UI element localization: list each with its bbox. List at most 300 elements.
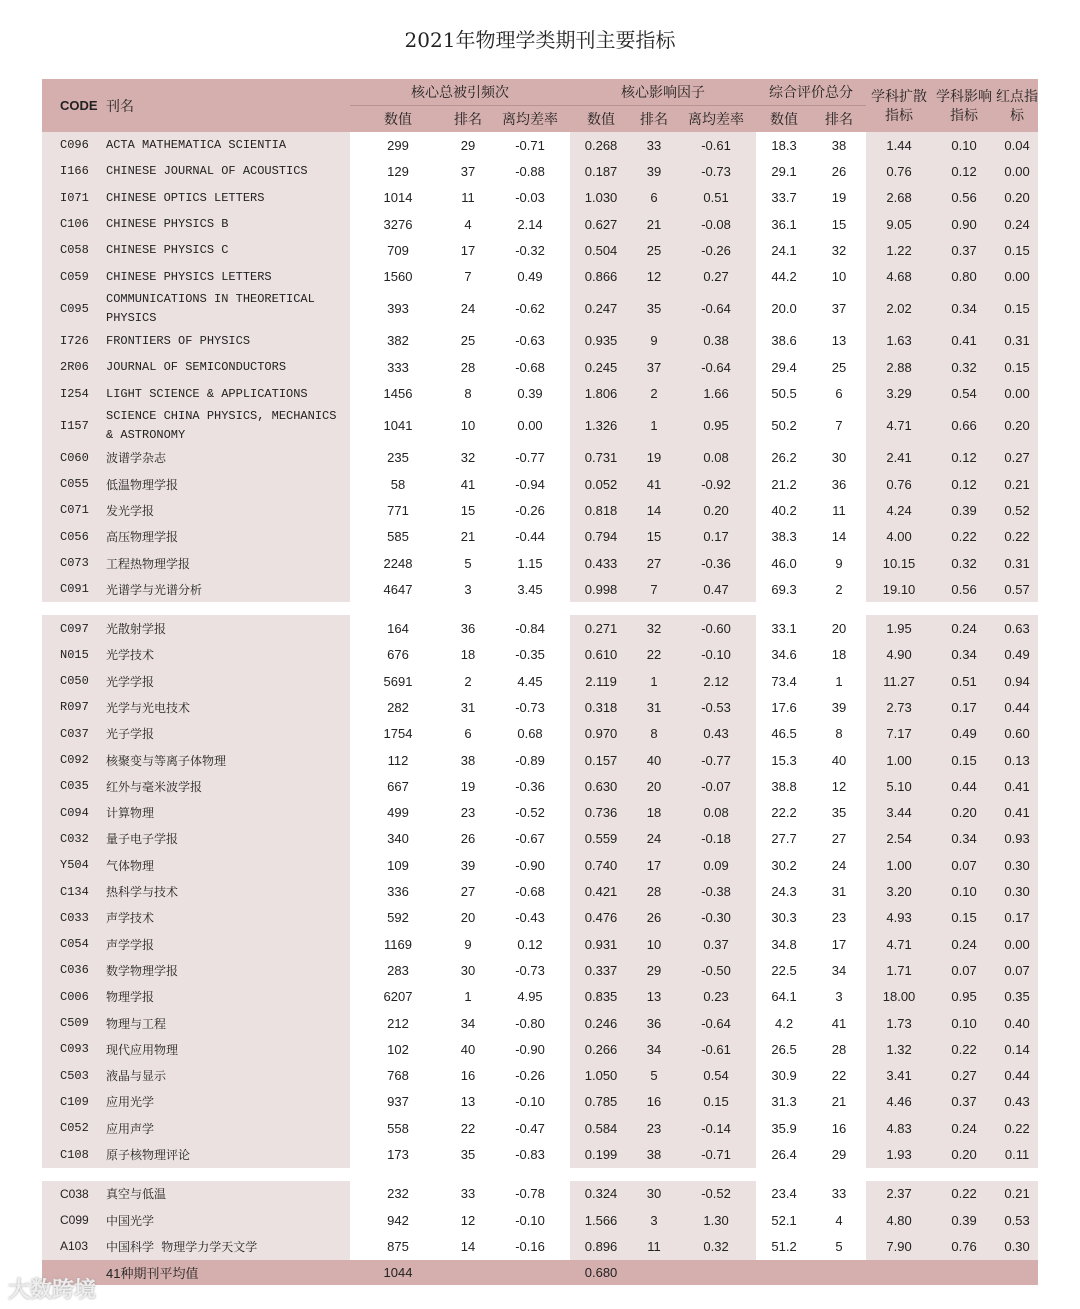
cell-cite-value: 393	[350, 290, 446, 328]
average-cite: 1044	[350, 1260, 446, 1285]
cell-if-rank: 32	[632, 615, 676, 641]
cell-cite-value: 102	[350, 1036, 446, 1062]
cell-score-value: 21.2	[756, 471, 812, 497]
cell-score-rank: 5	[812, 1233, 866, 1259]
cell-score-value: 4.2	[756, 1010, 812, 1036]
cell-score-value: 38.8	[756, 773, 812, 799]
cell-cite-dev: -0.52	[490, 800, 570, 826]
cell-score-value: 30.3	[756, 905, 812, 931]
cell-code: C006	[42, 984, 106, 1010]
cell-if-rank: 15	[632, 524, 676, 550]
cell-score-value: 26.2	[756, 445, 812, 471]
header-value: 数值	[350, 106, 446, 133]
cell-hot: 0.30	[996, 1233, 1038, 1259]
cell-diffusion: 2.41	[866, 445, 932, 471]
cell-influence: 0.34	[932, 290, 996, 328]
cell-if-dev: -0.52	[676, 1181, 756, 1207]
cell-diffusion: 1.93	[866, 1141, 932, 1167]
cell-cite-value: 58	[350, 471, 446, 497]
cell-cite-rank: 19	[446, 773, 490, 799]
cell-diffusion: 2.54	[866, 826, 932, 852]
cell-cite-value: 1041	[350, 407, 446, 445]
cell-diffusion: 10.15	[866, 550, 932, 576]
cell-diffusion: 3.41	[866, 1063, 932, 1089]
cell-influence: 0.66	[932, 407, 996, 445]
cell-influence: 0.56	[932, 185, 996, 211]
cell-score-value: 15.3	[756, 747, 812, 773]
table-row	[42, 668, 1038, 694]
cell-if-dev: -0.14	[676, 1115, 756, 1141]
cell-name: 光子学报	[106, 721, 350, 747]
cell-cite-value: 1560	[350, 263, 446, 289]
cell-cite-value: 709	[350, 237, 446, 263]
table-row	[42, 158, 1038, 184]
cell-cite-value: 336	[350, 878, 446, 904]
cell-if-value: 0.610	[570, 642, 632, 668]
watermark: 大数跨境	[8, 1277, 97, 1302]
cell-cite-value: 232	[350, 1181, 446, 1207]
cell-score-rank: 26	[812, 158, 866, 184]
cell-influence: 0.41	[932, 328, 996, 354]
cell-cite-rank: 29	[446, 132, 490, 158]
cell-influence: 0.56	[932, 576, 996, 602]
cell-cite-rank: 37	[446, 158, 490, 184]
cell-name: 红外与毫米波学报	[106, 773, 350, 799]
section-gap	[42, 602, 1038, 615]
cell-code: C038	[42, 1181, 106, 1207]
cell-hot: 0.17	[996, 905, 1038, 931]
header-value: 数值	[756, 106, 812, 133]
cell-code: C099	[42, 1207, 106, 1233]
table-row	[42, 642, 1038, 668]
cell-cite-rank: 16	[446, 1063, 490, 1089]
cell-name: 光学学报	[106, 668, 350, 694]
cell-score-value: 30.9	[756, 1063, 812, 1089]
cell-cite-rank: 32	[446, 445, 490, 471]
cell-influence: 0.22	[932, 1181, 996, 1207]
cell-score-rank: 39	[812, 694, 866, 720]
cell-influence: 0.15	[932, 747, 996, 773]
cell-if-rank: 1	[632, 668, 676, 694]
cell-score-rank: 20	[812, 615, 866, 641]
cell-cite-dev: -0.78	[490, 1181, 570, 1207]
cell-code: C106	[42, 211, 106, 237]
cell-score-value: 33.1	[756, 615, 812, 641]
cell-if-rank: 7	[632, 576, 676, 602]
cell-if-rank: 8	[632, 721, 676, 747]
cell-if-rank: 1	[632, 407, 676, 445]
cell-hot: 0.00	[996, 263, 1038, 289]
table-row	[42, 497, 1038, 523]
table-row	[42, 984, 1038, 1010]
table-row	[42, 1141, 1038, 1167]
table-row	[42, 1115, 1038, 1141]
cell-diffusion: 1.00	[866, 747, 932, 773]
cell-if-value: 0.630	[570, 773, 632, 799]
cell-if-value: 0.271	[570, 615, 632, 641]
cell-cite-value: 1169	[350, 931, 446, 957]
cell-if-dev: -0.26	[676, 237, 756, 263]
cell-influence: 0.12	[932, 445, 996, 471]
cell-cite-value: 676	[350, 642, 446, 668]
cell-code: C095	[42, 290, 106, 328]
cell-cite-value: 875	[350, 1233, 446, 1259]
cell-cite-dev: -0.10	[490, 1207, 570, 1233]
cell-cite-rank: 4	[446, 211, 490, 237]
cell-score-value: 46.0	[756, 550, 812, 576]
cell-if-value: 0.736	[570, 800, 632, 826]
cell-if-value: 0.818	[570, 497, 632, 523]
table-body	[42, 132, 1038, 1260]
cell-if-dev: -0.53	[676, 694, 756, 720]
cell-influence: 0.34	[932, 826, 996, 852]
cell-score-rank: 22	[812, 1063, 866, 1089]
cell-code: Y504	[42, 852, 106, 878]
cell-influence: 0.07	[932, 957, 996, 983]
cell-score-value: 46.5	[756, 721, 812, 747]
cell-if-rank: 18	[632, 800, 676, 826]
cell-cite-dev: -0.26	[490, 1063, 570, 1089]
cell-hot: 0.41	[996, 800, 1038, 826]
table-row	[42, 550, 1038, 576]
cell-score-value: 22.2	[756, 800, 812, 826]
cell-if-value: 0.998	[570, 576, 632, 602]
cell-code: C096	[42, 132, 106, 158]
cell-influence: 0.22	[932, 1036, 996, 1062]
cell-score-rank: 21	[812, 1089, 866, 1115]
header-code: CODE	[42, 79, 106, 132]
cell-if-dev: -0.64	[676, 1010, 756, 1036]
cell-if-rank: 22	[632, 642, 676, 668]
cell-influence: 0.12	[932, 158, 996, 184]
cell-hot: 0.14	[996, 1036, 1038, 1062]
cell-cite-rank: 9	[446, 931, 490, 957]
cell-cite-rank: 2	[446, 668, 490, 694]
table-row	[42, 800, 1038, 826]
table-row	[42, 328, 1038, 354]
table-row	[42, 1233, 1038, 1259]
cell-code: C091	[42, 576, 106, 602]
cell-code: C097	[42, 615, 106, 641]
cell-score-value: 52.1	[756, 1207, 812, 1233]
cell-hot: 0.15	[996, 354, 1038, 380]
cell-cite-value: 585	[350, 524, 446, 550]
cell-score-rank: 2	[812, 576, 866, 602]
cell-cite-dev: 0.12	[490, 931, 570, 957]
cell-cite-value: 499	[350, 800, 446, 826]
cell-score-rank: 6	[812, 380, 866, 406]
cell-influence: 0.12	[932, 471, 996, 497]
cell-cite-rank: 10	[446, 407, 490, 445]
cell-if-value: 0.421	[570, 878, 632, 904]
cell-score-rank: 10	[812, 263, 866, 289]
cell-cite-dev: -0.16	[490, 1233, 570, 1259]
cell-diffusion: 19.10	[866, 576, 932, 602]
cell-if-dev: -0.30	[676, 905, 756, 931]
cell-diffusion: 1.32	[866, 1036, 932, 1062]
cell-cite-dev: -0.83	[490, 1141, 570, 1167]
table-row	[42, 1036, 1038, 1062]
cell-cite-rank: 23	[446, 800, 490, 826]
cell-score-value: 18.3	[756, 132, 812, 158]
cell-cite-dev: -0.67	[490, 826, 570, 852]
cell-cite-value: 164	[350, 615, 446, 641]
cell-score-value: 69.3	[756, 576, 812, 602]
cell-score-value: 44.2	[756, 263, 812, 289]
cell-if-value: 0.794	[570, 524, 632, 550]
cell-cite-dev: 0.68	[490, 721, 570, 747]
cell-cite-value: 2248	[350, 550, 446, 576]
cell-cite-dev: -0.26	[490, 497, 570, 523]
cell-cite-dev: 2.14	[490, 211, 570, 237]
cell-score-value: 26.5	[756, 1036, 812, 1062]
cell-if-value: 0.931	[570, 931, 632, 957]
cell-cite-rank: 31	[446, 694, 490, 720]
cell-if-value: 0.266	[570, 1036, 632, 1062]
cell-influence: 0.10	[932, 1010, 996, 1036]
cell-score-value: 50.5	[756, 380, 812, 406]
cell-hot: 0.21	[996, 471, 1038, 497]
cell-if-dev: 0.95	[676, 407, 756, 445]
cell-score-value: 24.1	[756, 237, 812, 263]
cell-cite-dev: -0.62	[490, 290, 570, 328]
cell-influence: 0.51	[932, 668, 996, 694]
cell-cite-dev: 0.00	[490, 407, 570, 445]
cell-cite-dev: -0.03	[490, 185, 570, 211]
cell-hot: 0.41	[996, 773, 1038, 799]
header-dev: 离均差率	[676, 106, 756, 133]
cell-if-dev: 0.43	[676, 721, 756, 747]
cell-score-rank: 38	[812, 132, 866, 158]
cell-diffusion: 4.80	[866, 1207, 932, 1233]
cell-code: I726	[42, 328, 106, 354]
cell-diffusion: 2.88	[866, 354, 932, 380]
table-row	[42, 694, 1038, 720]
cell-if-rank: 10	[632, 931, 676, 957]
table-row	[42, 445, 1038, 471]
cell-name: 工程热物理学报	[106, 550, 350, 576]
cell-cite-value: 340	[350, 826, 446, 852]
cell-code: I166	[42, 158, 106, 184]
cell-score-rank: 7	[812, 407, 866, 445]
cell-if-value: 1.030	[570, 185, 632, 211]
cell-cite-rank: 17	[446, 237, 490, 263]
average-row	[42, 1260, 1038, 1285]
cell-code: I157	[42, 407, 106, 445]
cell-influence: 0.22	[932, 524, 996, 550]
cell-hot: 0.15	[996, 290, 1038, 328]
cell-if-value: 0.504	[570, 237, 632, 263]
cell-if-value: 0.052	[570, 471, 632, 497]
cell-cite-value: 235	[350, 445, 446, 471]
cell-if-dev: 0.54	[676, 1063, 756, 1089]
cell-hot: 0.49	[996, 642, 1038, 668]
cell-if-dev: 0.32	[676, 1233, 756, 1259]
cell-if-value: 0.247	[570, 290, 632, 328]
cell-if-dev: -0.71	[676, 1141, 756, 1167]
cell-influence: 0.95	[932, 984, 996, 1010]
cell-code: C054	[42, 931, 106, 957]
cell-influence: 0.32	[932, 354, 996, 380]
cell-cite-dev: -0.71	[490, 132, 570, 158]
cell-hot: 0.30	[996, 878, 1038, 904]
cell-if-dev: -0.73	[676, 158, 756, 184]
cell-score-value: 17.6	[756, 694, 812, 720]
cell-code: C050	[42, 668, 106, 694]
cell-code: A103	[42, 1233, 106, 1259]
cell-name: 物理与工程	[106, 1010, 350, 1036]
cell-score-value: 26.4	[756, 1141, 812, 1167]
cell-cite-value: 768	[350, 1063, 446, 1089]
cell-cite-value: 1456	[350, 380, 446, 406]
cell-influence: 0.24	[932, 931, 996, 957]
cell-influence: 0.10	[932, 878, 996, 904]
cell-score-value: 35.9	[756, 1115, 812, 1141]
cell-diffusion: 1.63	[866, 328, 932, 354]
cell-score-value: 29.1	[756, 158, 812, 184]
cell-score-rank: 36	[812, 471, 866, 497]
table-row	[42, 1181, 1038, 1207]
table-row	[42, 721, 1038, 747]
cell-if-dev: 0.38	[676, 328, 756, 354]
cell-hot: 0.63	[996, 615, 1038, 641]
cell-score-rank: 34	[812, 957, 866, 983]
cell-name: CHINESE PHYSICS C	[106, 237, 350, 263]
cell-score-rank: 31	[812, 878, 866, 904]
header-if-group: 核心影响因子	[570, 79, 756, 106]
cell-influence: 0.27	[932, 1063, 996, 1089]
cell-if-dev: -0.64	[676, 354, 756, 380]
cell-if-rank: 24	[632, 826, 676, 852]
table-row	[42, 211, 1038, 237]
header-rank: 排名	[812, 106, 866, 133]
cell-cite-value: 6207	[350, 984, 446, 1010]
cell-code: C035	[42, 773, 106, 799]
cell-if-value: 0.324	[570, 1181, 632, 1207]
cell-if-value: 0.559	[570, 826, 632, 852]
cell-hot: 0.00	[996, 380, 1038, 406]
cell-if-value: 0.268	[570, 132, 632, 158]
cell-cite-dev: 1.15	[490, 550, 570, 576]
cell-if-dev: -0.61	[676, 132, 756, 158]
cell-name: COMMUNICATIONS IN THEORETICAL PHYSICS	[106, 290, 350, 328]
cell-if-value: 1.050	[570, 1063, 632, 1089]
cell-if-rank: 21	[632, 211, 676, 237]
cell-cite-rank: 13	[446, 1089, 490, 1115]
cell-cite-value: 1014	[350, 185, 446, 211]
cell-if-value: 0.245	[570, 354, 632, 380]
cell-if-dev: 0.23	[676, 984, 756, 1010]
cell-cite-value: 592	[350, 905, 446, 931]
cell-cite-value: 333	[350, 354, 446, 380]
cell-cite-rank: 22	[446, 1115, 490, 1141]
cell-diffusion: 5.10	[866, 773, 932, 799]
cell-diffusion: 1.71	[866, 957, 932, 983]
cell-diffusion: 1.95	[866, 615, 932, 641]
cell-score-rank: 9	[812, 550, 866, 576]
cell-influence: 0.37	[932, 1089, 996, 1115]
cell-influence: 0.17	[932, 694, 996, 720]
cell-influence: 0.49	[932, 721, 996, 747]
cell-if-rank: 20	[632, 773, 676, 799]
cell-cite-rank: 27	[446, 878, 490, 904]
cell-if-rank: 17	[632, 852, 676, 878]
cell-code: C073	[42, 550, 106, 576]
cell-cite-rank: 24	[446, 290, 490, 328]
cell-cite-rank: 3	[446, 576, 490, 602]
cell-hot: 0.27	[996, 445, 1038, 471]
cell-cite-value: 4647	[350, 576, 446, 602]
cell-name: 核聚变与等离子体物理	[106, 747, 350, 773]
cell-if-value: 0.584	[570, 1115, 632, 1141]
cell-hot: 0.60	[996, 721, 1038, 747]
cell-score-value: 34.8	[756, 931, 812, 957]
cell-cite-dev: -0.32	[490, 237, 570, 263]
cell-score-rank: 40	[812, 747, 866, 773]
cell-code: C058	[42, 237, 106, 263]
cell-cite-value: 129	[350, 158, 446, 184]
cell-if-dev: -0.38	[676, 878, 756, 904]
cell-cite-dev: -0.36	[490, 773, 570, 799]
cell-diffusion: 2.37	[866, 1181, 932, 1207]
cell-code: I254	[42, 380, 106, 406]
table-row	[42, 290, 1038, 328]
cell-score-value: 20.0	[756, 290, 812, 328]
cell-cite-rank: 35	[446, 1141, 490, 1167]
cell-hot: 0.30	[996, 852, 1038, 878]
cell-cite-dev: -0.90	[490, 1036, 570, 1062]
cell-if-value: 0.246	[570, 1010, 632, 1036]
cell-hot: 0.40	[996, 1010, 1038, 1036]
cell-score-rank: 23	[812, 905, 866, 931]
cell-score-value: 27.7	[756, 826, 812, 852]
cell-cite-dev: -0.84	[490, 615, 570, 641]
cell-score-value: 31.3	[756, 1089, 812, 1115]
cell-influence: 0.39	[932, 497, 996, 523]
cell-hot: 0.31	[996, 328, 1038, 354]
cell-score-value: 23.4	[756, 1181, 812, 1207]
cell-name: CHINESE OPTICS LETTERS	[106, 185, 350, 211]
cell-cite-rank: 39	[446, 852, 490, 878]
table-row	[42, 905, 1038, 931]
cell-hot: 0.31	[996, 550, 1038, 576]
cell-if-dev: 0.51	[676, 185, 756, 211]
cell-name: 应用声学	[106, 1115, 350, 1141]
cell-score-value: 36.1	[756, 211, 812, 237]
cell-if-value: 0.476	[570, 905, 632, 931]
cell-if-dev: 0.20	[676, 497, 756, 523]
cell-hot: 0.13	[996, 747, 1038, 773]
cell-cite-rank: 1	[446, 984, 490, 1010]
cell-cite-value: 667	[350, 773, 446, 799]
table-row	[42, 185, 1038, 211]
cell-code: C071	[42, 497, 106, 523]
cell-hot: 0.93	[996, 826, 1038, 852]
table-row	[42, 380, 1038, 406]
cell-cite-dev: -0.77	[490, 445, 570, 471]
cell-if-dev: -0.50	[676, 957, 756, 983]
table-row	[42, 407, 1038, 445]
cell-score-value: 34.6	[756, 642, 812, 668]
table-row	[42, 524, 1038, 550]
cell-if-rank: 41	[632, 471, 676, 497]
cell-cite-rank: 11	[446, 185, 490, 211]
cell-cite-dev: -0.47	[490, 1115, 570, 1141]
cell-diffusion: 2.02	[866, 290, 932, 328]
cell-cite-value: 299	[350, 132, 446, 158]
header-name: 刊名	[106, 79, 350, 132]
cell-cite-rank: 26	[446, 826, 490, 852]
